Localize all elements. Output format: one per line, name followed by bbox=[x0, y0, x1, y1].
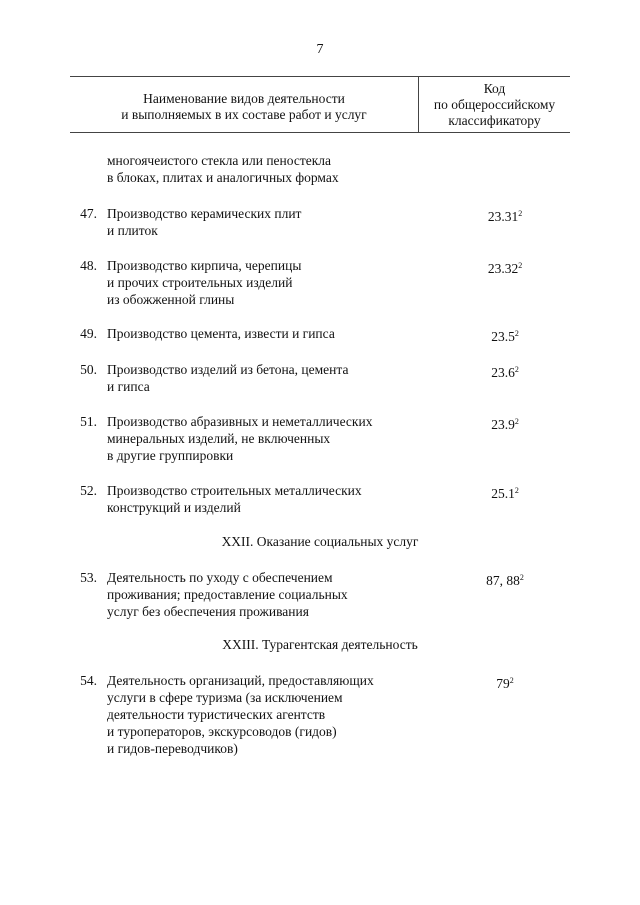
continuation-text bbox=[107, 152, 339, 186]
item-code-value: 23.6 bbox=[491, 365, 515, 380]
item-code bbox=[440, 482, 570, 502]
item-number: 50. bbox=[80, 362, 97, 377]
item-text bbox=[107, 569, 348, 620]
item-code bbox=[440, 257, 570, 277]
item-text bbox=[107, 325, 335, 342]
item-text-line: Производство керамических плит bbox=[107, 206, 302, 221]
item-text-line: в другие группировки bbox=[107, 448, 234, 463]
section-heading: XXII. Оказание социальных услуг bbox=[221, 534, 419, 549]
item-text bbox=[107, 361, 348, 395]
item-code-value: 23.9 bbox=[491, 417, 515, 432]
item-code bbox=[440, 325, 570, 345]
item-code-value: 25.1 bbox=[491, 486, 515, 501]
item-number: 49. bbox=[80, 326, 97, 341]
item-text-line: и гипса bbox=[107, 379, 150, 394]
header-classifier-line: Код bbox=[483, 81, 506, 96]
item-text-line: Производство кирпича, черепицы bbox=[107, 258, 302, 273]
item-code-footnote: 2 bbox=[519, 573, 524, 582]
continuation-line: в блоках, плитах и аналогичных формах bbox=[107, 170, 339, 185]
item-code-value: 23.5 bbox=[491, 329, 515, 344]
item-text-line: Деятельность по уходу с обеспечением bbox=[107, 570, 333, 585]
item-code-footnote: 2 bbox=[514, 417, 519, 426]
item-text-line: проживания; предоставление социальных bbox=[107, 587, 348, 602]
item-text-line: Производство строительных металлических bbox=[107, 483, 362, 498]
item-text-line: и прочих строительных изделий bbox=[107, 275, 293, 290]
item-text bbox=[107, 482, 362, 516]
header-activity-name bbox=[70, 91, 418, 123]
header-classifier-line: по общероссийскому bbox=[433, 97, 556, 112]
item-text-line: услуги в сфере туризма (за исключением bbox=[107, 690, 343, 705]
item-code bbox=[440, 205, 570, 225]
section-heading: XXIII. Турагентская деятельность bbox=[222, 637, 418, 652]
item-text bbox=[107, 413, 372, 464]
item-text-line: Производство изделий из бетона, цемента bbox=[107, 362, 349, 377]
item-code-value: 23.31 bbox=[487, 209, 519, 224]
header-classifier-line: классификатору bbox=[448, 113, 541, 128]
item-number: 52. bbox=[80, 483, 97, 498]
item-text-line: Производство цемента, извести и гипса bbox=[107, 326, 335, 341]
item-text-line: деятельности туристических агентств bbox=[107, 707, 326, 722]
item-text bbox=[107, 672, 374, 757]
table-header-bottom-rule bbox=[70, 132, 570, 133]
item-text-line: и туроператоров, экскурсоводов (гидов) bbox=[107, 724, 337, 739]
item-text bbox=[107, 205, 301, 239]
item-text-line: из обожженной глины bbox=[107, 292, 235, 307]
item-code bbox=[440, 413, 570, 433]
item-code-value: 79 bbox=[496, 676, 510, 691]
item-text-line: и плиток bbox=[107, 223, 158, 238]
item-code-footnote: 2 bbox=[518, 261, 523, 270]
item-number: 53. bbox=[80, 570, 97, 585]
item-number: 48. bbox=[80, 258, 97, 273]
header-activity-name-line: Наименование видов деятельности bbox=[143, 91, 345, 106]
table-header-top-rule bbox=[70, 76, 570, 77]
page-number: 7 bbox=[316, 42, 324, 57]
item-text-line: и гидов-переводчиков) bbox=[107, 741, 238, 756]
item-text-line: конструкций и изделий bbox=[107, 500, 241, 515]
item-code bbox=[440, 672, 570, 692]
item-text-line: Производство абразивных и неметаллических bbox=[107, 414, 373, 429]
item-text bbox=[107, 257, 301, 308]
item-code bbox=[440, 569, 570, 589]
item-code-value: 23.32 bbox=[487, 261, 519, 276]
item-text-line: услуг без обеспечения проживания bbox=[107, 604, 309, 619]
header-activity-name-line: и выполняемых в их составе работ и услуг bbox=[121, 107, 367, 122]
item-code-value: 87, 88 bbox=[486, 573, 520, 588]
item-text-line: минеральных изделий, не включенных bbox=[107, 431, 331, 446]
item-code-footnote: 2 bbox=[514, 365, 519, 374]
item-code-footnote: 2 bbox=[514, 486, 519, 495]
item-text-line: Деятельность организаций, предоставляющих bbox=[107, 673, 374, 688]
header-classifier-code bbox=[419, 81, 570, 129]
item-code bbox=[440, 361, 570, 381]
item-number: 54. bbox=[80, 673, 97, 688]
item-code-footnote: 2 bbox=[518, 209, 523, 218]
continuation-line: многоячеистого стекла или пеностекла bbox=[107, 153, 332, 168]
item-code-footnote: 2 bbox=[514, 329, 519, 338]
item-number: 51. bbox=[80, 414, 97, 429]
item-number: 47. bbox=[80, 206, 97, 221]
item-code-footnote: 2 bbox=[509, 676, 514, 685]
